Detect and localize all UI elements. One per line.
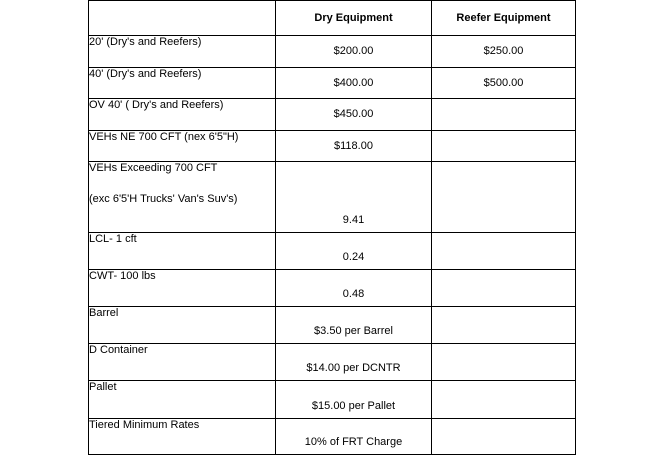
- rates-table: [88, 0, 576, 455]
- row-label: 20' (Dry's and Reefers): [89, 36, 276, 68]
- row-label: Tiered Minimum Rates: [89, 419, 276, 455]
- reefer-rate: [432, 99, 576, 131]
- table-row: [89, 99, 576, 131]
- dry-rate: 9.41: [276, 162, 432, 233]
- dry-rate: $450.00: [276, 99, 432, 131]
- dry-rate: 10% of FRT Charge: [276, 419, 432, 455]
- dry-rate: $400.00: [276, 68, 432, 99]
- dry-rate: 0.24: [276, 233, 432, 270]
- reefer-rate: [432, 344, 576, 381]
- table-row: [89, 233, 576, 270]
- row-label: 40' (Dry's and Reefers): [89, 68, 276, 99]
- dry-rate: $3.50 per Barrel: [276, 307, 432, 344]
- header-reefer-equipment: Reefer Equipment: [432, 1, 576, 36]
- dry-rate: $14.00 per DCNTR: [276, 344, 432, 381]
- row-label-multiline: [89, 162, 276, 233]
- row-label: LCL- 1 cft: [89, 233, 276, 270]
- table-row: [89, 270, 576, 307]
- reefer-rate: [432, 381, 576, 419]
- row-label: Barrel: [89, 307, 276, 344]
- dry-rate: $118.00: [276, 131, 432, 162]
- table-row: [89, 344, 576, 381]
- table-row: [89, 381, 576, 419]
- dry-rate: 0.48: [276, 270, 432, 307]
- header-dry-equipment: Dry Equipment: [276, 1, 432, 36]
- reefer-rate: [432, 131, 576, 162]
- table-row: [89, 419, 576, 455]
- reefer-rate: [432, 307, 576, 344]
- table-row: [89, 131, 576, 162]
- reefer-rate: [432, 419, 576, 455]
- table-row: [89, 162, 576, 233]
- reefer-rate: [432, 233, 576, 270]
- table-row: [89, 307, 576, 344]
- reefer-rate: $250.00: [432, 36, 576, 68]
- header-row: [89, 1, 576, 36]
- reefer-rate: [432, 270, 576, 307]
- header-blank-cell: [89, 1, 276, 36]
- row-label: VEHs NE 700 CFT (nex 6'5"H): [89, 131, 276, 162]
- row-label-line2: (exc 6'5'H Trucks' Van's Suv's): [89, 193, 238, 205]
- row-label: OV 40' ( Dry's and Reefers): [89, 99, 276, 131]
- dry-rate: $200.00: [276, 36, 432, 68]
- row-label: D Container: [89, 344, 276, 381]
- row-label: CWT- 100 lbs: [89, 270, 276, 307]
- row-label-line1: VEHs Exceeding 700 CFT: [89, 162, 218, 174]
- table-row: [89, 36, 576, 68]
- table-row: [89, 68, 576, 99]
- row-label: Pallet: [89, 381, 276, 419]
- reefer-rate: $500.00: [432, 68, 576, 99]
- reefer-rate: [432, 162, 576, 233]
- dry-rate: $15.00 per Pallet: [276, 381, 432, 419]
